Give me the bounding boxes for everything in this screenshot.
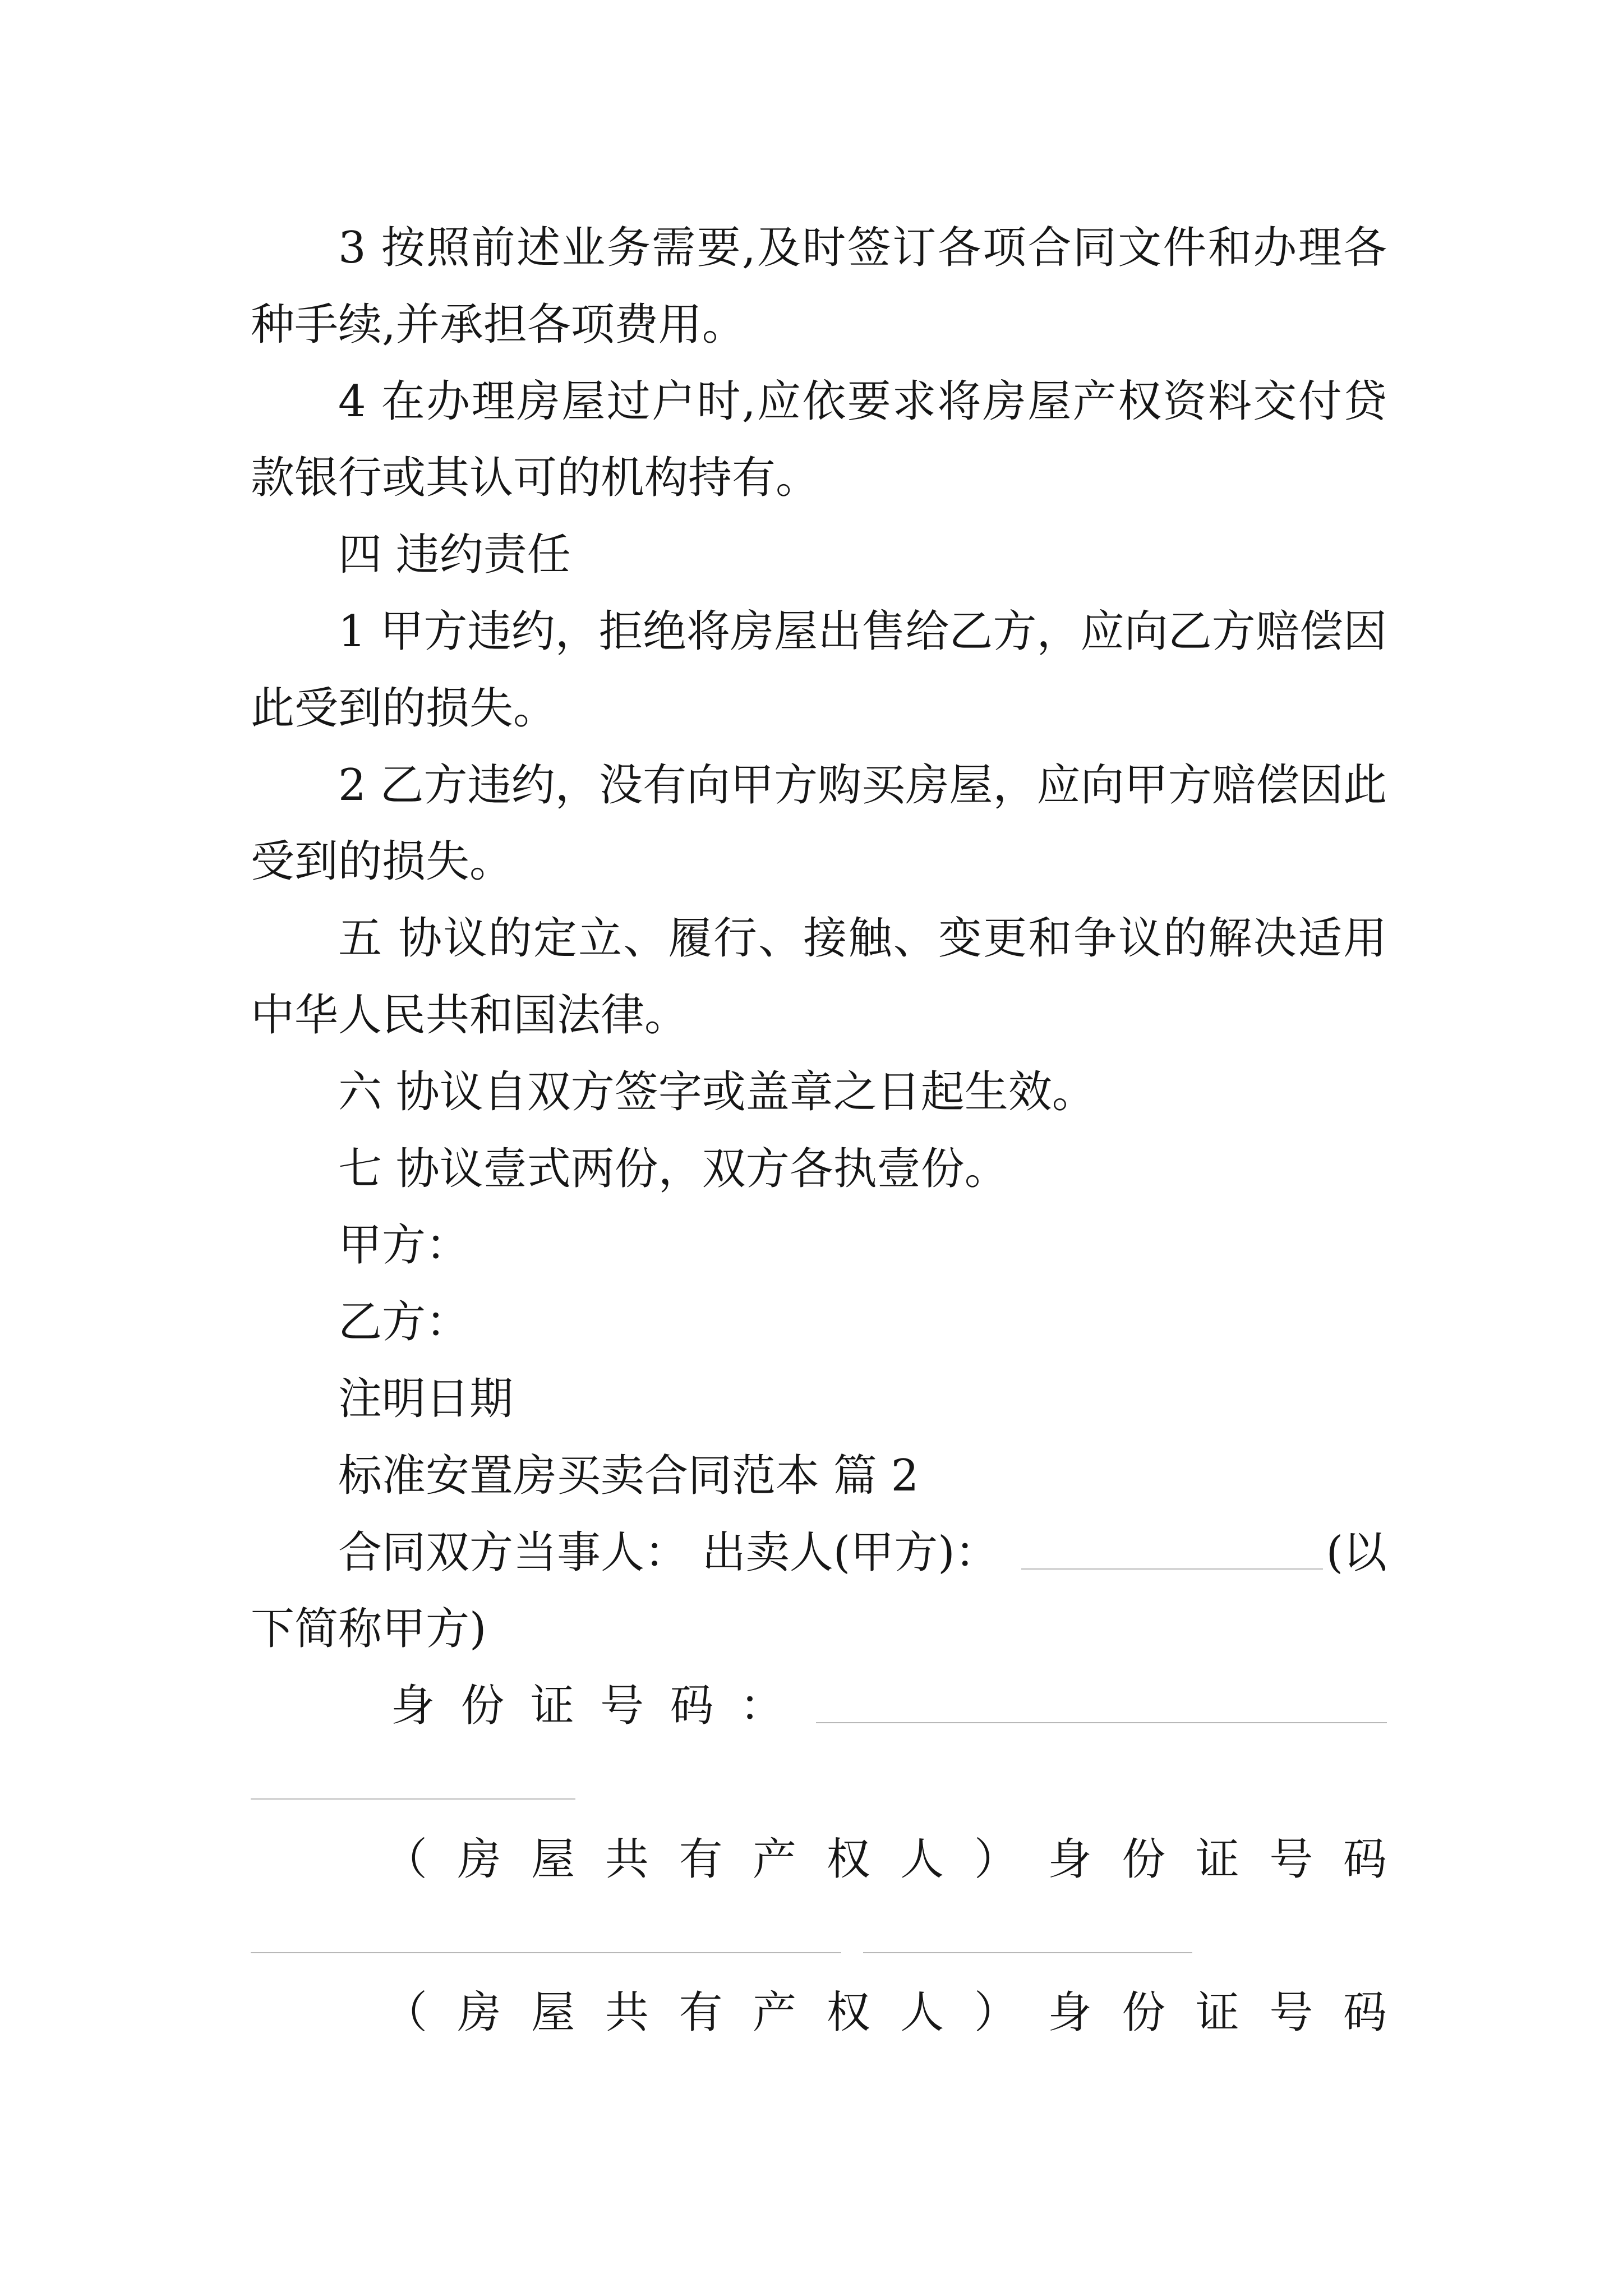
- spread-char: 号: [600, 1681, 644, 1732]
- signature-party-b: 乙方：: [338, 1297, 470, 1348]
- blank-underline: [251, 1798, 575, 1800]
- spread-char: 权: [826, 1987, 870, 2039]
- breach-clause-1-line-1: 1 甲方违约，拒绝将房屋出售给乙方，应向乙方赔偿因: [338, 606, 1387, 657]
- spread-char: 屋: [531, 1834, 575, 1885]
- spread-char: 身: [1048, 1834, 1092, 1885]
- document-body: [251, 210, 1387, 2051]
- signature-date: 注明日期: [338, 1373, 514, 1424]
- signature-party-a: 甲方：: [338, 1220, 470, 1271]
- clause-3-line-1: 3 按照前述业务需要,及时签订各项合同文件和办理各: [338, 223, 1387, 273]
- parties-suffix: (以: [1326, 1527, 1387, 1578]
- co-owner-id-label-2: [384, 1975, 1387, 2051]
- spread-char: 产: [753, 1987, 797, 2039]
- spread-char: （: [384, 1834, 428, 1885]
- spread-char: 号: [1269, 1987, 1313, 2039]
- spread-char: 码: [1343, 1987, 1387, 2039]
- spread-char: 码: [1343, 1834, 1387, 1885]
- co-owner-id-label-1: [384, 1821, 1387, 1898]
- spread-char: 身: [391, 1681, 435, 1732]
- section-title: 标准安置房买卖合同范本 篇 2: [338, 1450, 919, 1501]
- spread-char: 房: [457, 1834, 501, 1885]
- clause-governing-law-line-1: 五 协议的定立、履行、接触、变更和争议的解决适用: [338, 913, 1387, 964]
- clause-3-line-2: 种手续,并承担各项费用。: [251, 299, 746, 350]
- clause-effective-date: 六 协议自双方签字或盖章之日起生效。: [338, 1066, 1096, 1117]
- seller-id-label: [391, 1668, 783, 1745]
- seller-id-blank-continued: [251, 1745, 1387, 1821]
- clause-governing-law-line-2: 中华人民共和国法律。: [251, 990, 689, 1041]
- spread-char: 号: [1269, 1834, 1313, 1885]
- spread-char: ：: [739, 1681, 783, 1732]
- co-owner-id-line-2: [251, 1975, 1387, 2051]
- spread-char: 证: [1195, 1834, 1239, 1885]
- spread-char: 份: [460, 1681, 505, 1732]
- spread-char: 共: [605, 1987, 649, 2039]
- parties-label: 合同双方当事人： 出卖人(甲方)：: [338, 1527, 999, 1578]
- spread-char: 证: [1195, 1987, 1239, 2039]
- breach-clause-2-line-2: 受到的损失。: [251, 836, 514, 887]
- clause-4-line-1: 4 在办理房屋过户时,应依要求将房屋产权资料交付贷: [338, 376, 1387, 427]
- spread-char: 身: [1048, 1987, 1092, 2039]
- spread-char: 房: [457, 1987, 501, 2039]
- breach-clause-1-line-2: 此受到的损失。: [251, 683, 557, 734]
- seller-id-line: [251, 1668, 1387, 1745]
- seller-name-blank: [1021, 1568, 1323, 1570]
- blank-underline: [863, 1952, 1192, 1953]
- spread-char: 份: [1122, 1834, 1166, 1885]
- parties-line-continued: 下简称甲方): [251, 1604, 487, 1655]
- spread-char: 码: [670, 1681, 714, 1732]
- clause-copies: 七 协议壹式两份，双方各执壹份。: [338, 1143, 1008, 1194]
- spread-char: 人: [900, 1987, 944, 2039]
- spread-char: 共: [605, 1834, 649, 1885]
- section-heading-breach: 四 违约责任: [338, 530, 571, 581]
- spread-char: （: [384, 1987, 428, 2039]
- spread-char: 产: [753, 1834, 797, 1885]
- spread-char: ）: [974, 1987, 1018, 2039]
- co-owner-id-blank-1: [251, 1898, 1387, 1975]
- spread-char: 证: [530, 1681, 574, 1732]
- spread-char: ）: [974, 1834, 1018, 1885]
- co-owner-id-line-1: [251, 1821, 1387, 1898]
- spread-char: 有: [679, 1834, 723, 1885]
- spread-char: 人: [900, 1834, 944, 1885]
- parties-line: [251, 1515, 1387, 1591]
- spread-char: 屋: [531, 1987, 575, 2039]
- spread-char: 份: [1122, 1987, 1166, 2039]
- clause-4-line-2: 款银行或其认可的机构持有。: [251, 453, 820, 504]
- breach-clause-2-line-1: 2 乙方违约，没有向甲方购买房屋，应向甲方赔偿因此: [338, 760, 1387, 811]
- spread-char: 权: [826, 1834, 870, 1885]
- blank-underline: [251, 1952, 841, 1953]
- spread-char: 有: [679, 1987, 723, 2039]
- seller-id-blank: [816, 1722, 1387, 1723]
